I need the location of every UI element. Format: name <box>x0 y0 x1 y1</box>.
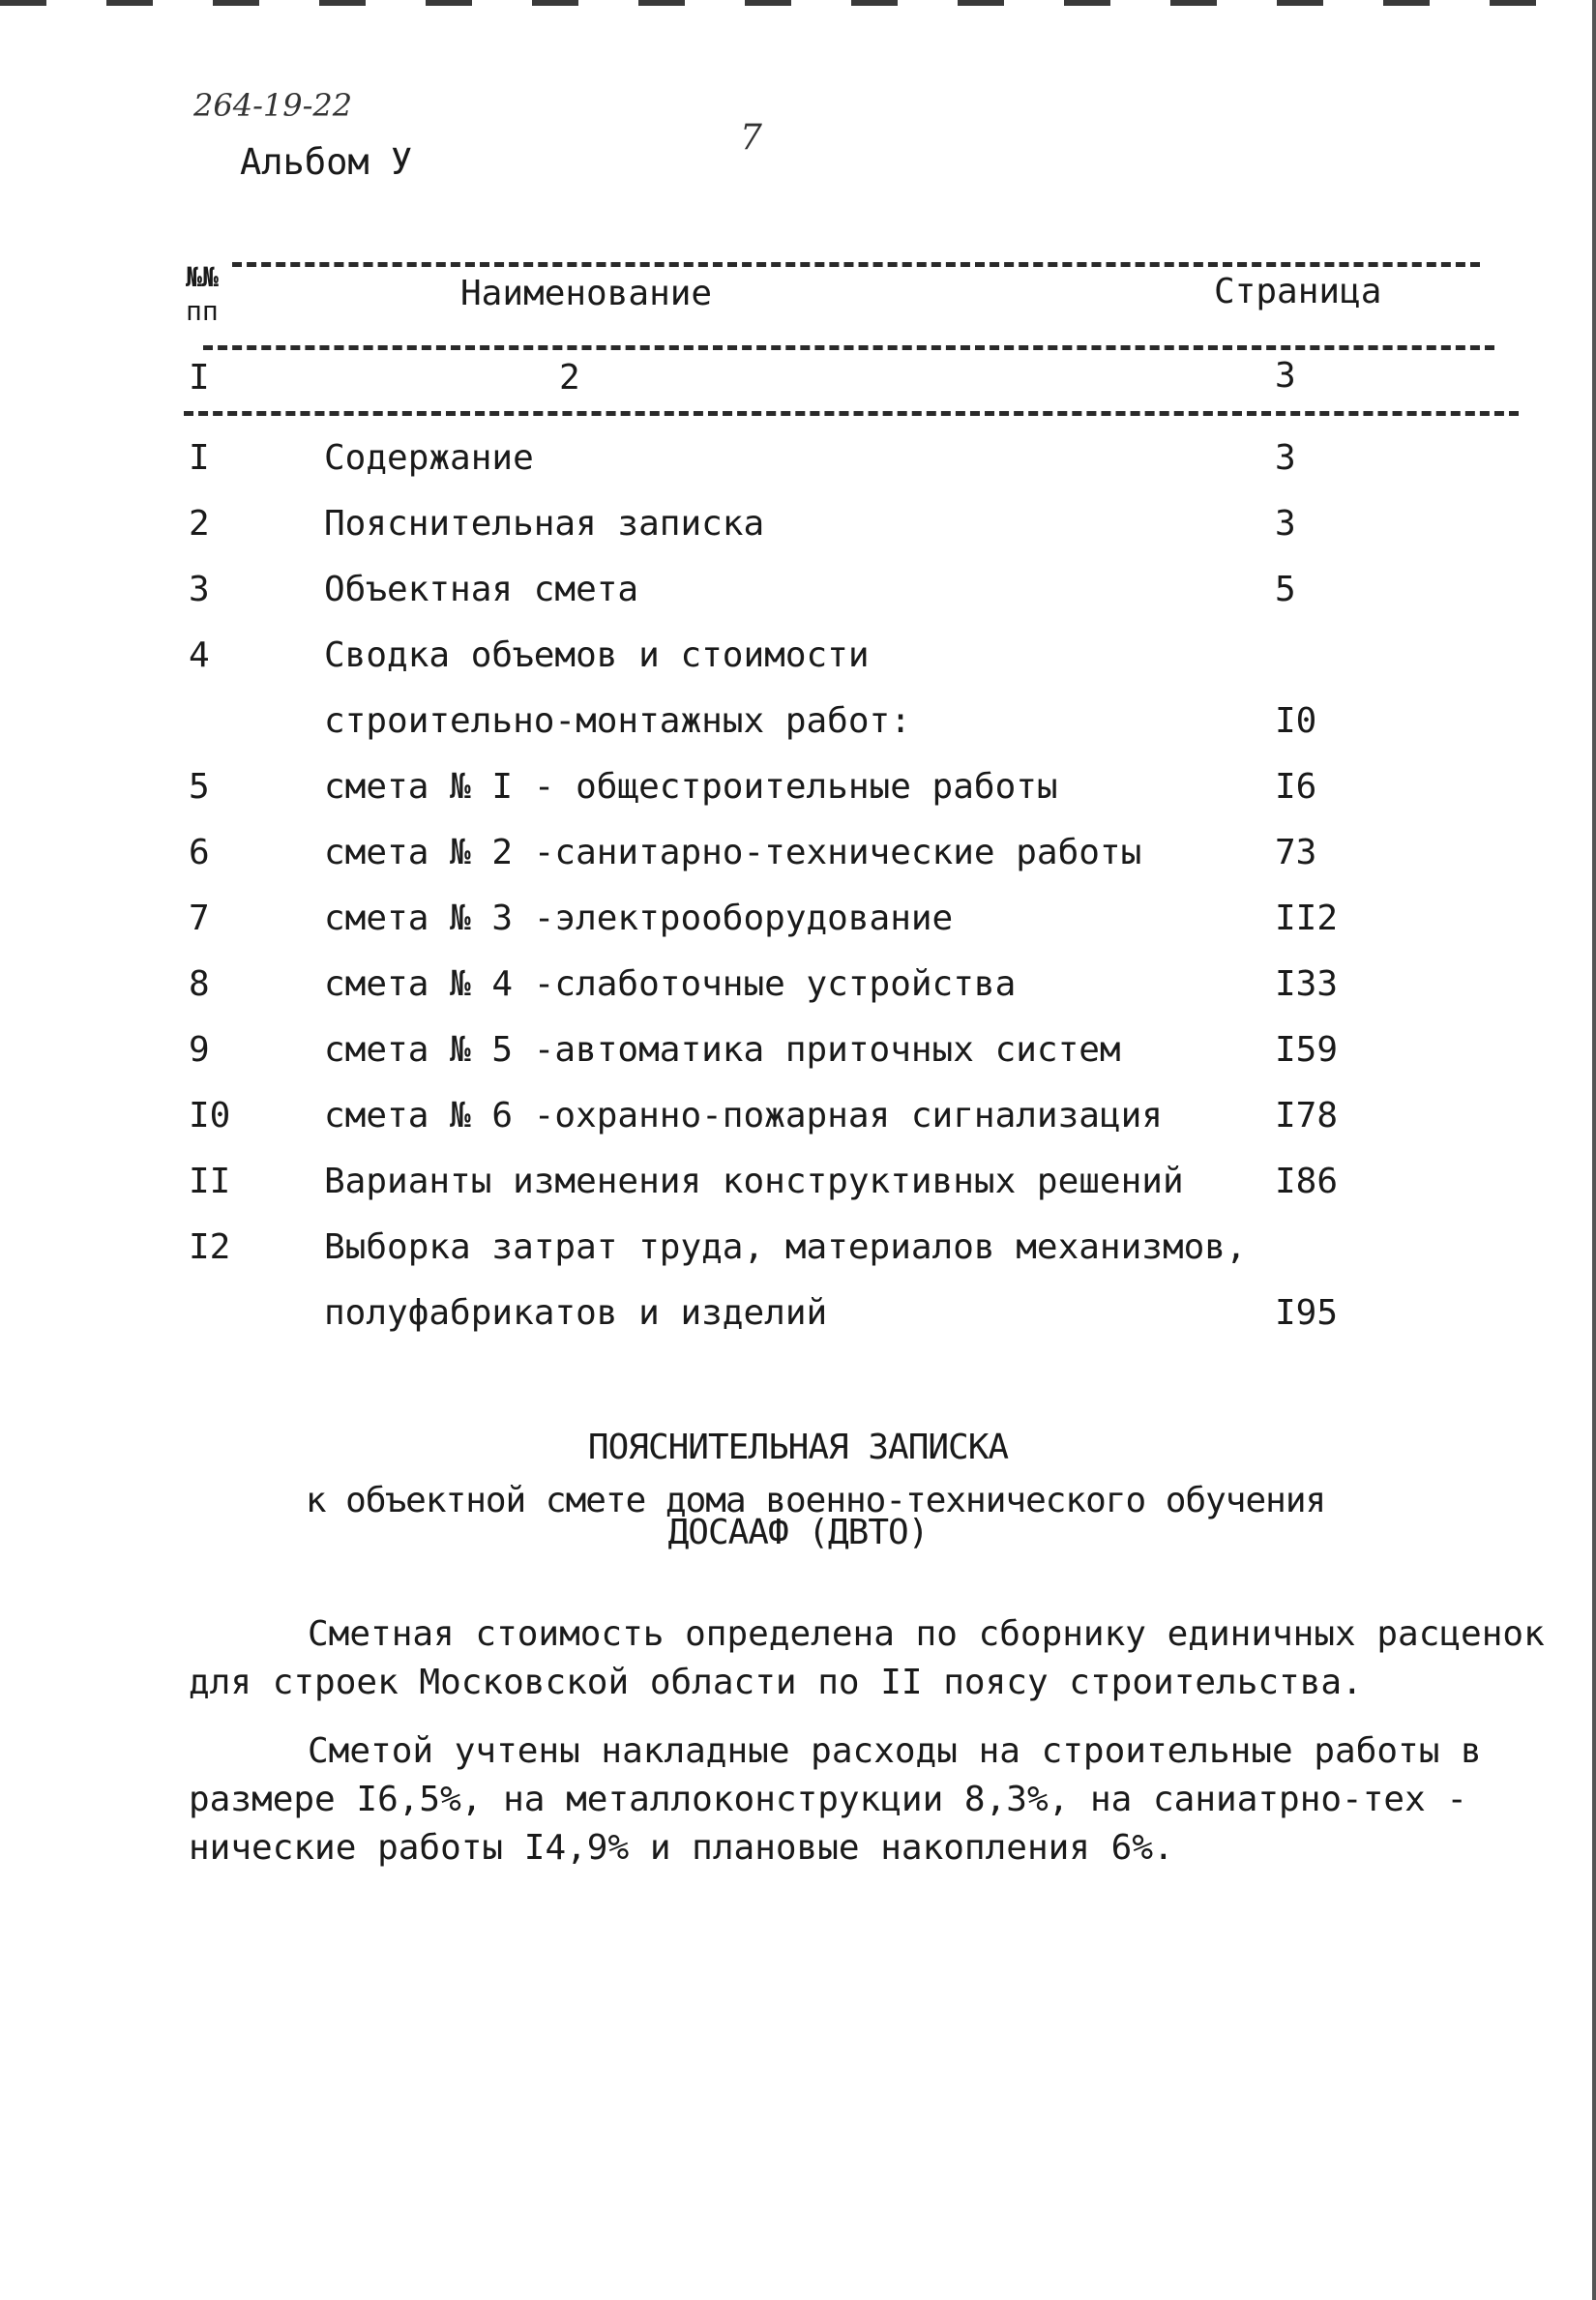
header-num-sub: пп <box>186 295 219 327</box>
table-top-divider <box>232 262 1480 267</box>
row-name: Варианты изменения конструктивных решений <box>324 1162 1184 1201</box>
row-number: 8 <box>189 964 210 1004</box>
row-name: полуфабрикатов и изделий <box>324 1293 828 1333</box>
header-num: №№ <box>186 261 219 293</box>
table-row <box>0 964 1596 1022</box>
page-top-border <box>0 0 1596 6</box>
table-row <box>0 1096 1596 1154</box>
row-name: Объектная смета <box>324 570 639 609</box>
row-name: смета № 6 -охранно-пожарная сигнализация <box>324 1096 1163 1135</box>
row-number: 2 <box>189 504 210 544</box>
table-row <box>0 767 1596 825</box>
row-name: смета № 2 -санитарно-технические работы <box>324 833 1142 872</box>
table-row <box>0 635 1596 693</box>
column-number-3: 3 <box>1275 356 1296 396</box>
row-number: II <box>189 1162 231 1201</box>
table-row <box>0 504 1596 562</box>
row-number: I <box>189 438 210 478</box>
table-row <box>0 701 1596 759</box>
paragraph-2-line-2: размере I6,5%, на металлоконструкции 8,3%, на саниатрно-тех - <box>189 1780 1468 1819</box>
page-number: 7 <box>740 118 762 158</box>
row-number: I2 <box>189 1227 231 1267</box>
row-page: I33 <box>1275 964 1339 1004</box>
row-number: 3 <box>189 570 210 609</box>
row-page: I0 <box>1275 701 1317 741</box>
paragraph-1-line-1: Сметная стоимость определена по сборнику единичных расценок <box>308 1614 1545 1654</box>
paragraph-1-line-2: для строек Московской области по II поясу строительства. <box>189 1663 1363 1702</box>
table-row <box>0 438 1596 496</box>
table-row <box>0 1293 1596 1351</box>
table-row <box>0 570 1596 628</box>
paragraph-2-line-3: нические работы I4,9% и плановые накопления 6%. <box>189 1828 1174 1868</box>
row-number: 5 <box>189 767 210 807</box>
row-page: I86 <box>1275 1162 1339 1201</box>
row-number: 4 <box>189 635 210 675</box>
row-name: Выборка затрат труда, материалов механизмов, <box>324 1227 1247 1267</box>
row-number: 9 <box>189 1030 210 1070</box>
row-page: II2 <box>1275 899 1339 938</box>
column-number-1: I <box>189 358 210 398</box>
album-label: Альбом У <box>240 141 413 183</box>
document-code: 264-19-22 <box>193 87 353 124</box>
table-row <box>0 1030 1596 1088</box>
row-number: 6 <box>189 833 210 872</box>
header-page: Страница <box>1214 272 1382 311</box>
table-row <box>0 899 1596 957</box>
row-name: Содержание <box>324 438 534 478</box>
row-page: 3 <box>1275 438 1296 478</box>
row-name: смета № 3 -электрооборудование <box>324 899 954 938</box>
note-subtitle-line1: к объектной смете дома военно-технического обучения <box>305 1481 1326 1520</box>
row-number: I0 <box>189 1096 231 1135</box>
row-name: строительно-монтажных работ: <box>324 701 911 741</box>
row-page: 5 <box>1275 570 1296 609</box>
table-row <box>0 833 1596 891</box>
row-name: смета № 4 -слаботочные устройства <box>324 964 1017 1004</box>
column-number-divider <box>184 411 1519 416</box>
note-subtitle-line2: ДОСААФ (ДВТО) <box>667 1513 929 1552</box>
table-row <box>0 1162 1596 1220</box>
row-page: 73 <box>1275 833 1317 872</box>
row-page: I78 <box>1275 1096 1339 1135</box>
paragraph-2-line-1: Сметой учтены накладные расходы на строительные работы в <box>308 1731 1482 1771</box>
note-title: ПОЯСНИТЕЛЬНАЯ ЗАПИСКА <box>587 1428 1009 1467</box>
column-number-2: 2 <box>559 358 580 398</box>
header-name: Наименование <box>460 274 713 313</box>
row-name: смета № 5 -автоматика приточных систем <box>324 1030 1121 1070</box>
row-page: 3 <box>1275 504 1296 544</box>
row-number: 7 <box>189 899 210 938</box>
row-name: Сводка объемов и стоимости <box>324 635 870 675</box>
row-page: I59 <box>1275 1030 1339 1070</box>
row-page: I95 <box>1275 1293 1339 1333</box>
row-name: смета № I - общестроительные работы <box>324 767 1058 807</box>
row-name: Пояснительная записка <box>324 504 765 544</box>
header-divider <box>203 345 1494 350</box>
row-page: I6 <box>1275 767 1317 807</box>
table-row <box>0 1227 1596 1285</box>
